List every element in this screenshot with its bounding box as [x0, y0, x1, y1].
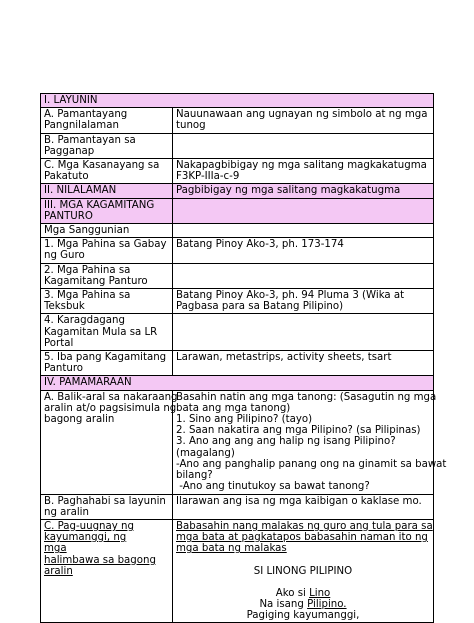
- row-paghahabi: [41, 494, 434, 519]
- row-kagamitang-panturo-pahina: [41, 263, 434, 288]
- row-iba-pang-kagamitan: [41, 351, 434, 376]
- section-header-kagamitan: III. MGA KAGAMITANG PANTURO: [41, 198, 173, 223]
- row-value: Basahin natin ang mga tanong: (Sasagutin ng mga bata ang mga tanong) 1. Sino ang Pilipino? (tayo) 2. Saan nakatira ang mga Pilipino? (sa Pilipinas) 3. Ano ang ang ang halip ng isang Pilipino? (magalang) -Ano ang panghalip panang ong na ginamit sa bawat bilang? -Ano ang tinutukoy sa bawat tanong?: [173, 390, 434, 494]
- poem-line: Na isang Pilipino.: [259, 598, 347, 610]
- row-label: B. Paghahabi sa layunin ng aralin: [41, 494, 173, 519]
- section-header-layunin: I. LAYUNIN: [41, 94, 434, 108]
- row-pamantayan-sa-pagganap: [41, 133, 434, 158]
- row-value: Batang Pinoy Ako-3, ph. 94 Pluma 3 (Wika at Pagbasa para sa Batang Pilipino): [173, 289, 434, 314]
- row-label: 4. Karagdagang Kagamitan Mula sa LR Portal: [41, 314, 173, 351]
- row-mga-kasanayan: [41, 159, 434, 184]
- row-value: Batang Pinoy Ako-3, ph. 173-174: [173, 238, 434, 263]
- row-value-empty: [173, 263, 434, 288]
- row-kagamitang-panturo: [41, 198, 434, 223]
- row-label: 2. Mga Pahina sa Kagamitang Panturo: [41, 263, 173, 288]
- section-header-pamamaraan: IV. PAMAMARAAN: [41, 376, 434, 390]
- row-label: 3. Mga Pahina sa Teksbuk: [41, 289, 173, 314]
- row-label: Mga Sanggunian: [41, 224, 173, 238]
- row-label: B. Pamantayan sa Pagganap: [41, 133, 173, 158]
- row-value: Ilarawan ang isa ng mga kaibigan o kaklase mo.: [173, 494, 434, 519]
- row-pamamaraan: [41, 376, 434, 390]
- row-value: Babasahin nang malakas ng guro ang tula para sa mga bata at pagkatapos babasahin naman ito ng mga bata ng malakas SI LINONG PILIPINO Ako si Lino Na isang Pilipino. Pagiging kayumanggi,: [173, 519, 434, 622]
- row-value-empty: [173, 224, 434, 238]
- row-gabay-ng-guro: [41, 238, 434, 263]
- row-label: 1. Mga Pahina sa Gabay ng Guro: [41, 238, 173, 263]
- section-header-nilalaman: II. NILALAMAN: [41, 184, 173, 198]
- row-teksbuk: [41, 289, 434, 314]
- row-value: Pagbibigay ng mga salitang magkakatugma: [173, 184, 434, 198]
- row-lr-portal: [41, 314, 434, 351]
- row-label: C. Mga Kasanayang sa Pakatuto: [41, 159, 173, 184]
- row-value: Nauunawaan ang ugnayan ng simbolo at ng mga tunog: [173, 108, 434, 133]
- row-value-empty: [173, 314, 434, 351]
- row-label: A. Balik-aral sa nakaraang aralin at/o pagsisimula ng bagong aralin: [41, 390, 173, 494]
- row-pamantayang-pangnilalaman: [41, 108, 434, 133]
- row-pag-uugnay: [41, 519, 434, 622]
- poem-line: Ako si Lino: [275, 587, 331, 599]
- row-label: A. Pamantayang Pangnilalaman: [41, 108, 173, 133]
- row-balik-aral: [41, 390, 434, 494]
- row-label: C. Pag-uugnay ng kayumanggi, ng mga halimbawa sa bagong aralin: [41, 519, 173, 622]
- row-value: Nakapagbibigay ng mga salitang magkakatugma F3KP-IIIa-c-9: [173, 159, 434, 184]
- row-value-empty: [173, 133, 434, 158]
- row-layunin: [41, 94, 434, 108]
- poem-line: Pagiging kayumanggi,: [246, 610, 360, 622]
- row-value-empty: [173, 198, 434, 223]
- row-nilalaman: [41, 184, 434, 198]
- lesson-plan-table: [40, 93, 447, 623]
- poem-title: SI LINONG PILIPINO: [253, 565, 353, 577]
- row-mga-sanggunian: [41, 224, 434, 238]
- row-value: Larawan, metastrips, activity sheets, tsart: [173, 351, 434, 376]
- row-label: 5. Iba pang Kagamitang Panturo: [41, 351, 173, 376]
